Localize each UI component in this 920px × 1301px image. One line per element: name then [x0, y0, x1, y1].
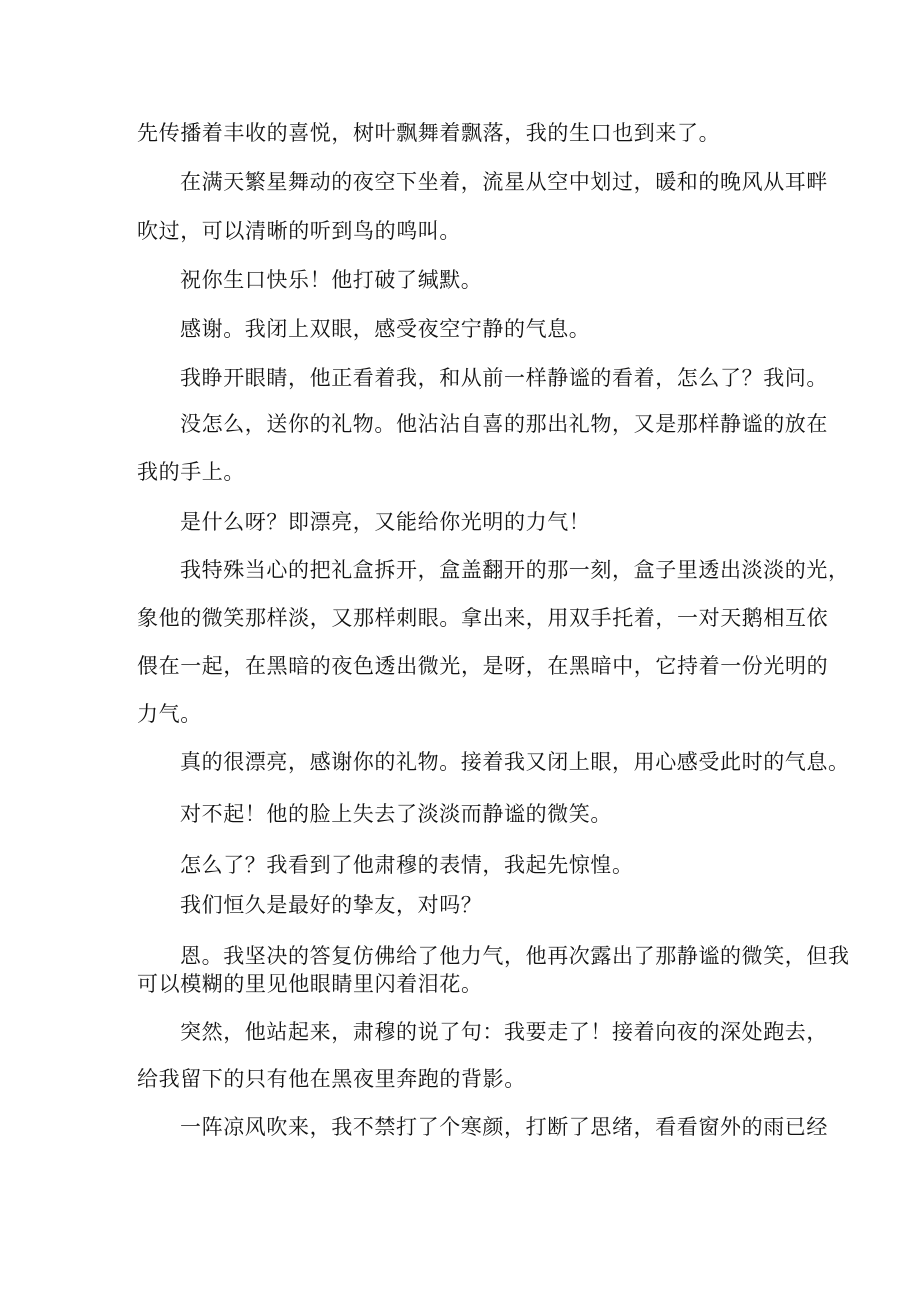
text-line: 怎么了？我看到了他肃穆的表情，我起先惊惶。 — [180, 853, 634, 877]
text-line: 我的手上。 — [137, 460, 245, 484]
text-line: 我们恒久是最好的挚友，对吗？ — [180, 893, 483, 917]
text-line: 没怎么，送你的礼物。他沾沾自喜的那出礼物，又是那样静谧的放在 — [180, 412, 828, 436]
text-line: 偎在一起，在黑暗的夜色透出微光，是呀，在黑暗中，它持着一份光明的 — [137, 654, 829, 678]
text-line: 在满天繁星舞动的夜空下坐着，流星从空中划过，暖和的晚风从耳畔 — [180, 170, 828, 194]
text-line: 是什么呀？即漂亮，又能给你光明的力气！ — [180, 510, 591, 534]
text-line: 感谢。我闭上双眼，感受夜空宁静的气息。 — [180, 317, 591, 341]
text-line: 祝你生口快乐！他打破了缄默。 — [180, 268, 483, 292]
text-line: 给我留下的只有他在黑夜里奔跑的背影。 — [137, 1067, 526, 1091]
text-line: 我特殊当心的把礼盒拆开，盒盖翻开的那一刻，盒子里透出淡淡的光， — [180, 558, 850, 582]
text-line: 对不起！他的脸上失去了淡淡而静谧的微笑。 — [180, 802, 612, 826]
text-line: 力气。 — [137, 702, 202, 726]
text-line: 可以模糊的里见他眼睛里闪着泪花。 — [137, 972, 483, 996]
text-line: 恩。我坚决的答复仿佛给了他力气，他再次露出了那静谧的微笑，但我 — [180, 944, 850, 968]
text-line: 突然，他站起来，肃穆的说了句：我要走了！接着向夜的深处跑去， — [180, 1020, 828, 1044]
text-line: 一阵凉风吹来，我不禁打了个寒颜，打断了思绪，看看窗外的雨已经 — [180, 1115, 828, 1139]
text-line: 象他的微笑那样淡，又那样刺眼。拿出来，用双手托着，一对天鹅相互依 — [137, 606, 829, 630]
text-line: 我睁开眼睛，他正看着我，和从前一样静谧的看着，怎么了？我问。 — [180, 366, 828, 390]
text-line: 真的很漂亮，感谢你的礼物。接着我又闭上眼，用心感受此时的气息。 — [180, 750, 850, 774]
text-line: 先传播着丰收的喜悦，树叶飘舞着飘落，我的生口也到来了。 — [137, 121, 721, 145]
text-line: 吹过，可以清晰的听到鸟的鸣叫。 — [137, 219, 461, 243]
